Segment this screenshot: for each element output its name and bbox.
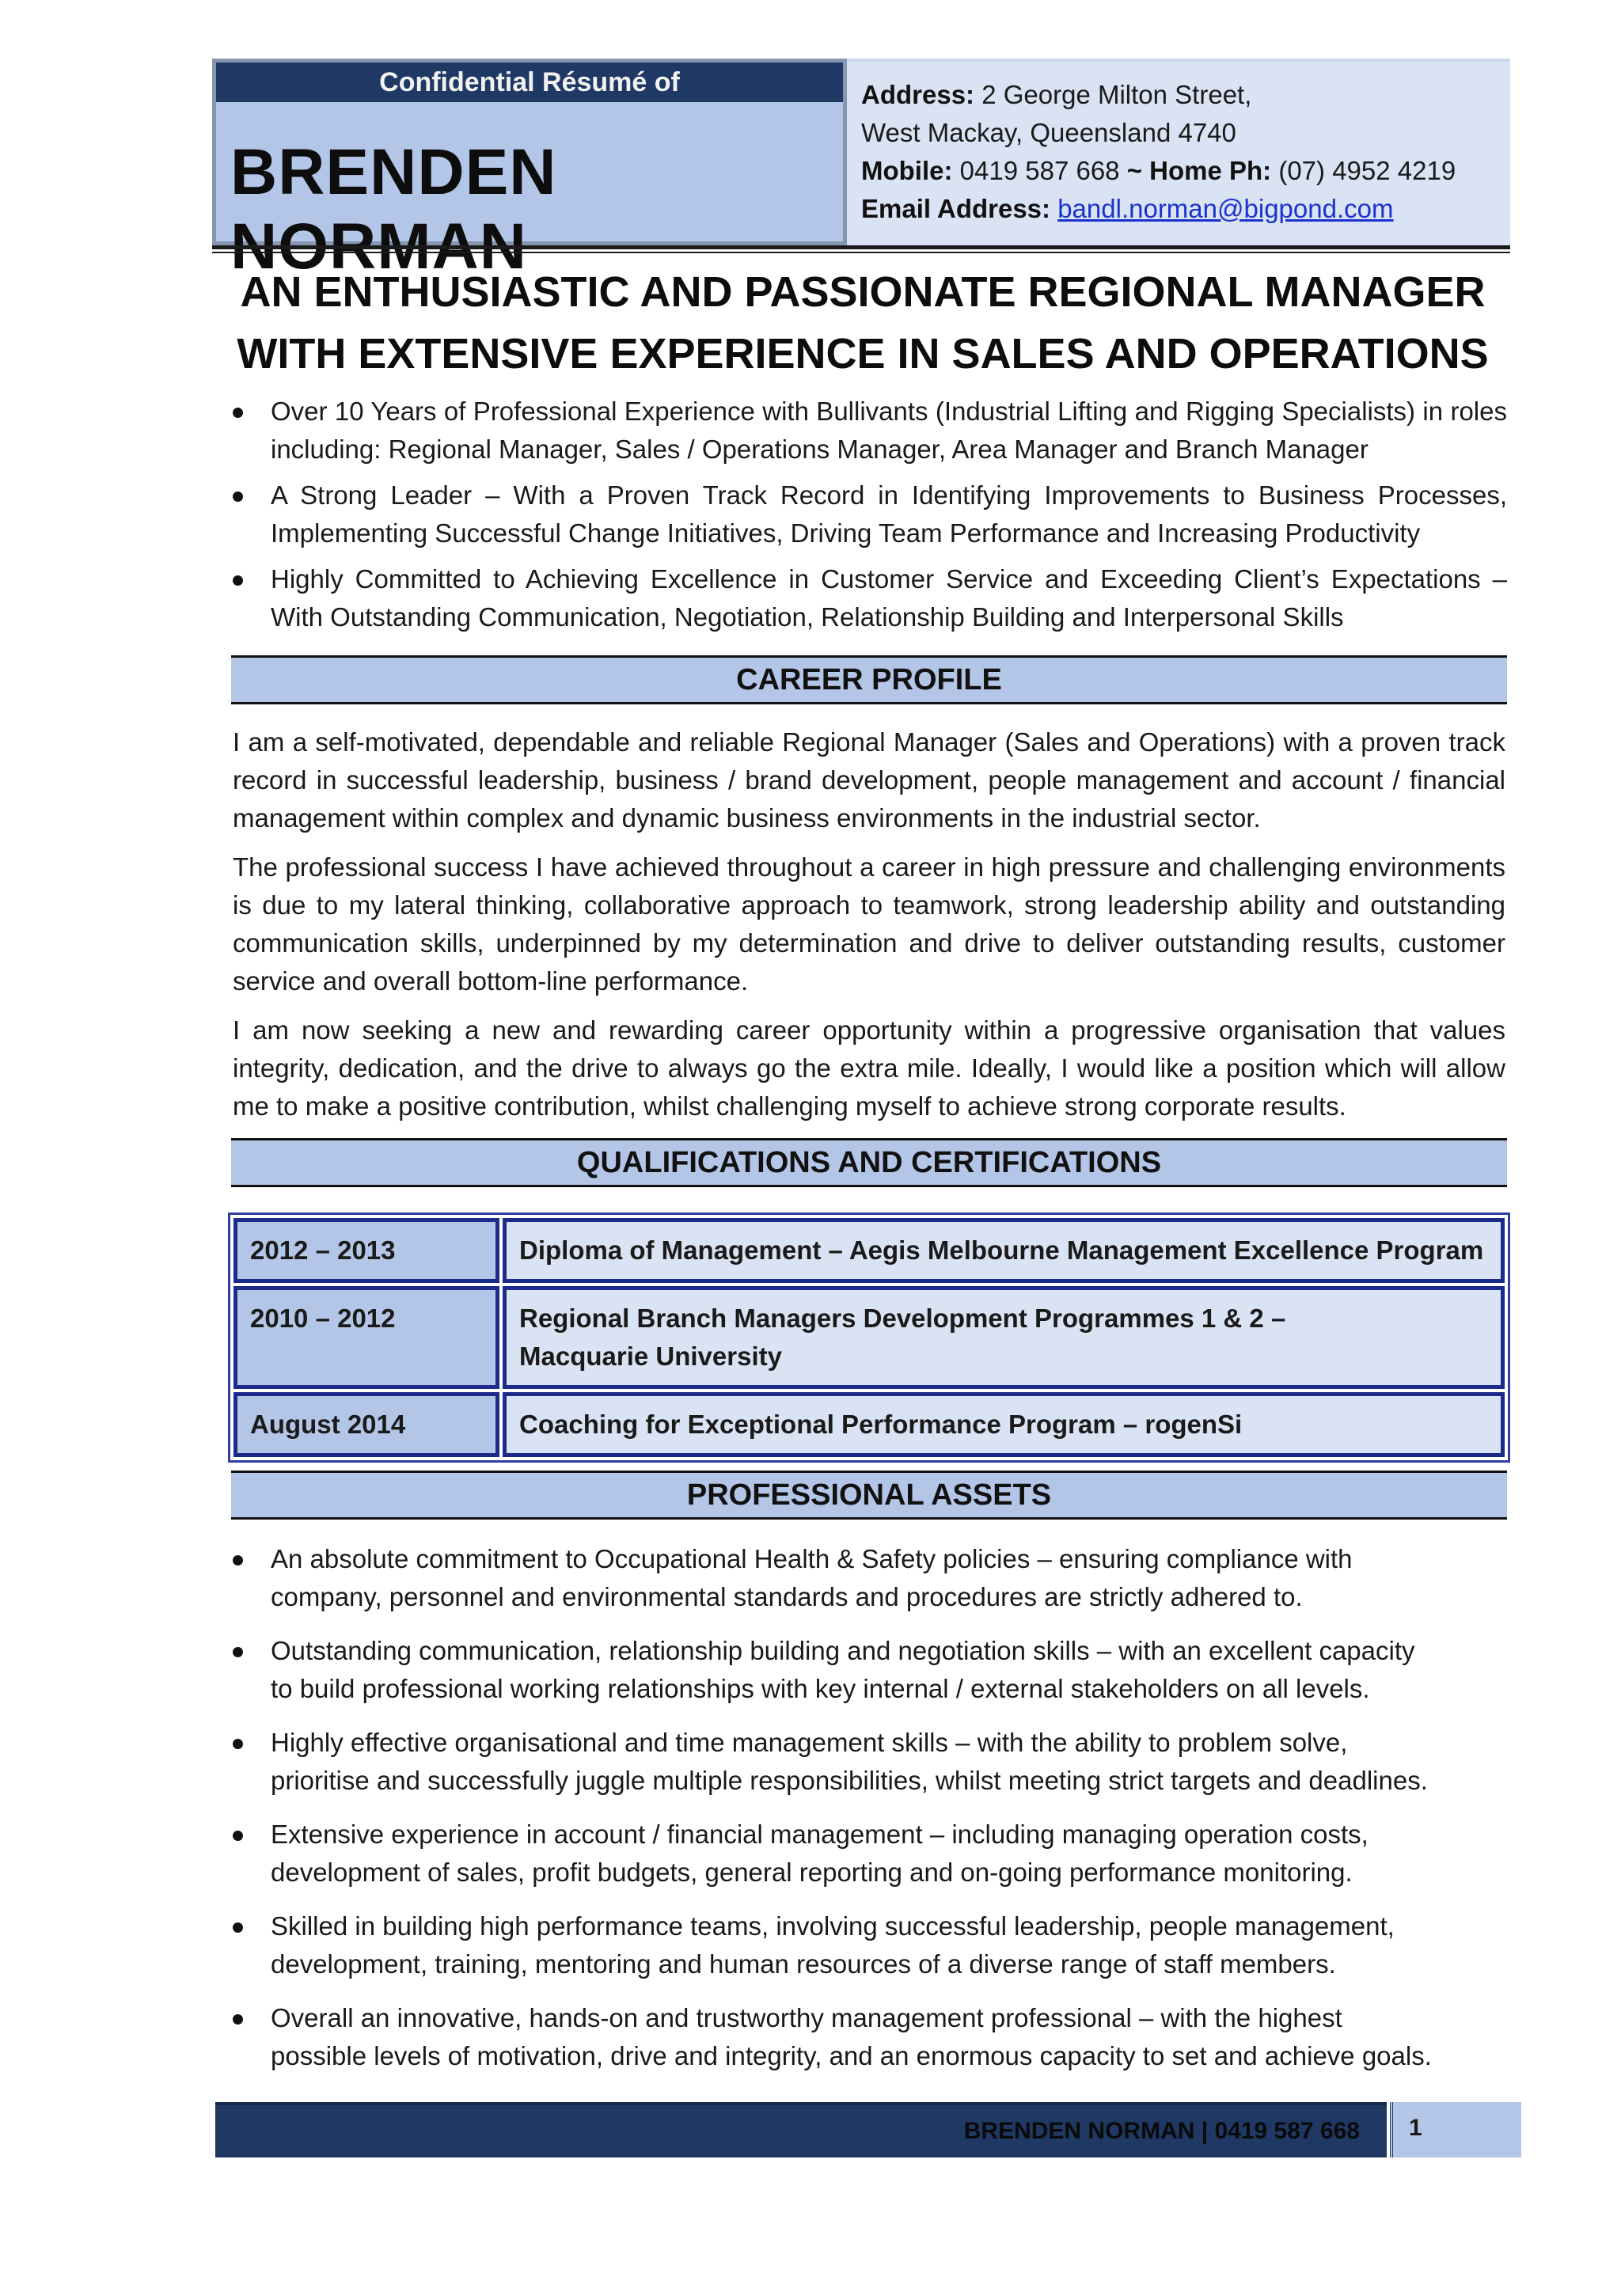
asset-line-1: An absolute commitment to Occupational Health & Safety policies – ensuring compliance with (271, 1544, 1353, 1573)
qualification-title: Regional Branch Managers Development Programmes 1 & 2 – (519, 1304, 1286, 1333)
list-item (231, 1816, 1507, 1892)
career-profile-heading: CAREER PROFILE (231, 655, 1507, 704)
qualification-description (503, 1218, 1505, 1283)
asset-line-1: Highly effective organisational and time management skills – with the ability to problem solve, (271, 1728, 1348, 1757)
email-link[interactable]: bandl.norman@bigpond.com (1057, 194, 1394, 223)
summary-bullet: A Strong Leader – With a Proven Track Record in Identifying Improvements to Business Processes, Implementing Successful Change Initiatives, Driving Team Performance and Increasing Productivity (231, 476, 1507, 552)
list-item (231, 1907, 1507, 1983)
email-label: Email Address: (861, 194, 1051, 223)
list-item (231, 1999, 1507, 2075)
footer-text: BRENDEN NORMAN | 0419 587 668 (963, 2118, 1360, 2144)
phone-line (861, 152, 1494, 190)
professional-assets-list (231, 1540, 1507, 2091)
asset-line-2: development of sales, profit budgets, general reporting and on-going performance monitoring. (271, 1858, 1353, 1887)
list-item (231, 1540, 1507, 1616)
header-divider (212, 245, 1510, 249)
qualification-date: August 2014 (233, 1392, 499, 1457)
qualification-description (503, 1286, 1505, 1389)
home-phone-label: Home Ph: (1149, 156, 1272, 185)
address-value-1: 2 George Milton Street, (981, 80, 1252, 109)
list-item (231, 1724, 1507, 1800)
headline-line-1: AN ENTHUSIASTIC AND PASSIONATE REGIONAL MANAGER (240, 268, 1486, 316)
qualifications-table (228, 1213, 1510, 1463)
career-profile-paragraph-1: I am a self-motivated, dependable and reliable Regional Manager (Sales and Operations) with a proven track record in successful leadership, business / brand development, people management and account / financial management within complex and dynamic business environments in the industrial sector. (233, 727, 1505, 833)
asset-line-1: Skilled in building high performance teams, involving successful leadership, people management, (271, 1911, 1395, 1941)
home-phone-number: (07) 4952 4219 (1278, 156, 1456, 185)
summary-bullet: Over 10 Years of Professional Experience with Bullivants (Industrial Lifting and Rigging Specialists) in roles including: Regional Manager, Sales / Operations Manager, Area Manager and Branch Manager (231, 393, 1507, 469)
table-row (233, 1218, 1505, 1283)
mobile-number: 0419 587 668 (959, 156, 1120, 185)
address-label: Address: (861, 80, 975, 109)
candidate-name: BRENDEN NORMAN (230, 136, 557, 283)
name-block (212, 59, 847, 283)
qualification-title: Diploma of Management – Aegis Melbourne Management Excellence Program (519, 1235, 1484, 1265)
summary-bullets (231, 393, 1507, 644)
contact-block (847, 59, 1510, 245)
asset-line-2: to build professional working relationships with key internal / external stakeholders on all levels. (271, 1674, 1370, 1703)
asset-line-2: prioritise and successfully juggle multiple responsibilities, whilst meeting strict targets and deadlines. (271, 1766, 1428, 1795)
mobile-label: Mobile: (861, 156, 953, 185)
qualification-institution: Macquarie University (519, 1342, 782, 1371)
qualification-description (503, 1392, 1505, 1457)
qualifications-heading: QUALIFICATIONS AND CERTIFICATIONS (231, 1138, 1507, 1187)
resume-header (212, 59, 1510, 283)
career-profile-paragraph-2: The professional success I have achieved throughout a career in high pressure and challenging environments is due to my lateral thinking, collaborative approach to teamwork, strong leadership ability and outstanding communication skills, underpinned by my determination and drive to deliver outstanding results, customer service and overall bottom-line performance. (233, 852, 1505, 996)
address-line-2: West Mackay, Queensland 4740 (861, 118, 1236, 147)
headline-line-2: WITH EXTENSIVE EXPERIENCE IN SALES AND OPERATIONS (237, 330, 1489, 378)
professional-assets-heading: PROFESSIONAL ASSETS (231, 1471, 1507, 1520)
list-item (231, 1632, 1507, 1708)
asset-line-1: Outstanding communication, relationship building and negotiation skills – with an excellent capacity (271, 1636, 1415, 1665)
headline (214, 261, 1512, 385)
page-footer (215, 2102, 1521, 2157)
address-line-1 (861, 76, 1494, 114)
qualification-date: 2012 – 2013 (233, 1218, 499, 1283)
career-profile-paragraph-3: I am now seeking a new and rewarding career opportunity within a progressive organisation that values integrity, dedication, and the drive to always go the extra mile. Ideally, I would like a position which will allow me to make a positive contribution, whilst challenging myself to achieve strong corporate results. (233, 1015, 1505, 1121)
table-row (233, 1286, 1505, 1389)
page-number: 1 (1390, 2102, 1521, 2157)
header-divider-thin (212, 252, 1510, 253)
confidential-label: Confidential Résumé of (216, 63, 843, 102)
summary-bullet: Highly Committed to Achieving Excellence in Customer Service and Exceeding Client’s Expectations – With Outstanding Communication, Negotiation, Relationship Building and Interpersonal Skills (231, 560, 1507, 636)
asset-line-2: development, training, mentoring and human resources of a diverse range of staff members. (271, 1949, 1336, 1979)
table-row (233, 1392, 1505, 1457)
asset-line-2: company, personnel and environmental standards and procedures are strictly adhered to. (271, 1582, 1303, 1611)
phone-separator: ~ (1126, 156, 1142, 185)
footer-bar (215, 2102, 1387, 2157)
asset-line-1: Extensive experience in account / financial management – including managing operation costs, (271, 1820, 1369, 1849)
qualification-title: Coaching for Exceptional Performance Program – rogenSi (519, 1410, 1243, 1439)
qualification-date: 2010 – 2012 (233, 1286, 499, 1389)
email-line (861, 190, 1494, 228)
asset-line-1: Overall an innovative, hands-on and trustworthy management professional – with the highest (271, 2003, 1342, 2032)
asset-line-2: possible levels of motivation, drive and integrity, and an enormous capacity to set and achieve goals. (271, 2041, 1432, 2070)
